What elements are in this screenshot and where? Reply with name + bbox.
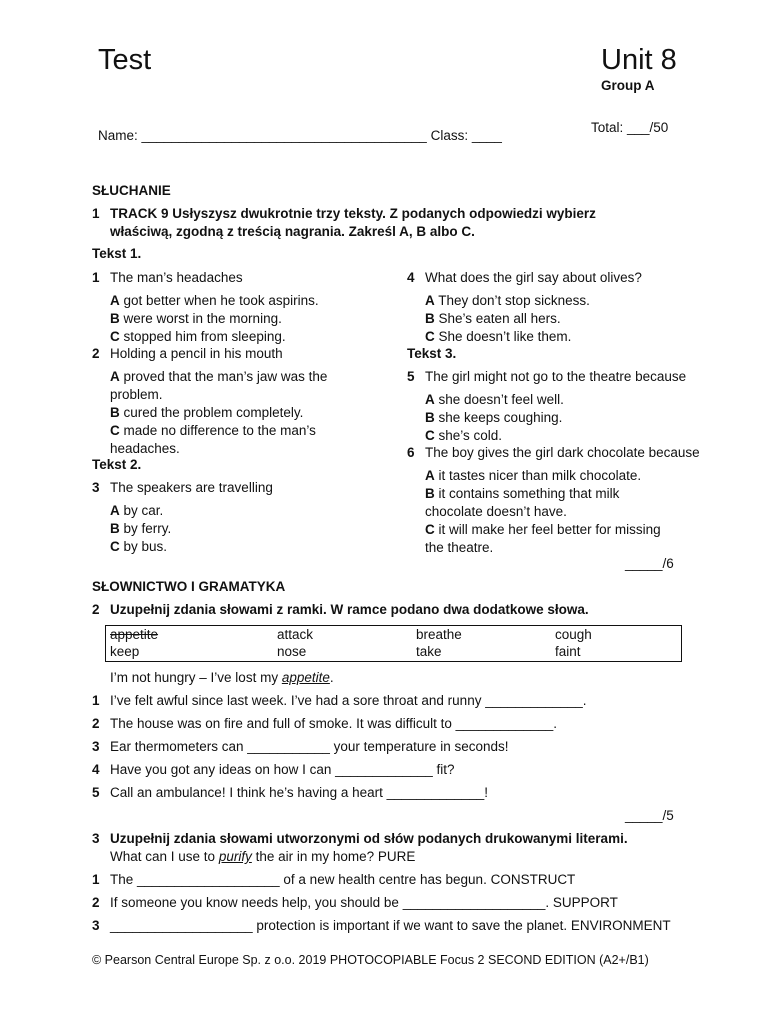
task1-instruction xyxy=(92,206,596,221)
question-3 xyxy=(92,480,273,495)
vocab-item-4: 4 Have you got any ideas on how I can _____________ fit? xyxy=(92,762,455,777)
footer-copyright: © Pearson Central Europe Sp. z o.o. 2019 PHOTOCOPIABLE Focus 2 SECOND EDITION (A2+/B1) xyxy=(92,953,649,967)
text2-label: Tekst 2. xyxy=(92,457,142,472)
word-box-item: keep xyxy=(110,644,140,659)
word-box-item: attack xyxy=(277,627,314,642)
wordform-example: What can I use to purify the air in my home? PURE xyxy=(110,849,416,864)
question-number: 4 xyxy=(407,270,415,285)
question-number: 1 xyxy=(92,270,100,285)
question-text: The girl might not go to the theatre because xyxy=(425,369,687,384)
q6-options: A it tastes nicer than milk chocolate. B it contains something that milk chocolate doesn’t have. C it will make her feel better for missing the theatre. xyxy=(425,468,661,555)
wordform-item-2: 2 If someone you know needs help, you should be ___________________. SUPPORT xyxy=(92,895,618,910)
q3-options: A by car. B by ferry. C by bus. xyxy=(110,503,172,554)
word-box-item: cough xyxy=(555,627,592,642)
group-label: Group A xyxy=(601,78,655,93)
q2-options: A proved that the man’s jaw was the problem. B cured the problem completely. C made no difference to the man’s headaches. xyxy=(110,369,328,456)
word-box-item: nose xyxy=(277,644,307,659)
word-box xyxy=(105,625,682,662)
instruction-text: Uzupełnij zdania słowami utworzonymi od słów podanych drukowanymi literami. xyxy=(110,831,628,846)
question-text: The boy gives the girl dark chocolate because xyxy=(425,445,700,460)
q1-options: A got better when he took aspirins. B were worst in the morning. C stopped him from sleeping. xyxy=(110,293,319,344)
q5-options: A she doesn’t feel well. B she keeps coughing. C she’s cold. xyxy=(425,392,564,443)
vocab-heading: SŁOWNICTWO I GRAMATYKA xyxy=(92,579,286,594)
vocab-item-2: 2 The house was on fire and full of smoke. It was difficult to _____________. xyxy=(92,716,558,731)
instruction-text: Uzupełnij zdania słowami z ramki. W ramce podano dwa dodatkowe słowa. xyxy=(110,602,589,617)
text3-label: Tekst 3. xyxy=(407,346,457,361)
question-number: 2 xyxy=(92,346,100,361)
vocab-example: I’m not hungry – I’ve lost my appetite. xyxy=(110,670,334,685)
name-class-line: Name: ______________________________________ Class: ____ xyxy=(98,128,502,143)
word-box-item: take xyxy=(416,644,442,659)
question-1 xyxy=(92,270,243,285)
word-box-item: breathe xyxy=(416,627,462,642)
vocab-item-1: 1 I’ve felt awful since last week. I’ve had a sore throat and runny _____________. xyxy=(92,693,587,708)
total-score: Total: ___/50 xyxy=(591,120,669,135)
task-number: 3 xyxy=(92,831,100,846)
wordform-item-3: 3 ___________________ protection is important if we want to save the planet. ENVIRONMENT xyxy=(92,918,671,933)
task3-instruction xyxy=(92,831,628,846)
question-number: 3 xyxy=(92,480,100,495)
unit-title: Unit 8 xyxy=(601,44,677,76)
question-text: The man’s headaches xyxy=(110,270,243,285)
text1-label: Tekst 1. xyxy=(92,246,142,261)
question-5 xyxy=(407,369,686,384)
vocab-item-3: 3 Ear thermometers can ___________ your temperature in seconds! xyxy=(92,739,509,754)
question-text: What does the girl say about olives? xyxy=(425,270,642,285)
question-4 xyxy=(407,270,642,285)
question-number: 5 xyxy=(407,369,415,384)
listening-score: _____/6 xyxy=(625,556,674,571)
vocab-item-5: 5 Call an ambulance! I think he’s having a heart _____________! xyxy=(92,785,489,800)
vocab-score: _____/5 xyxy=(625,808,674,823)
wordform-item-1: 1 The ___________________ of a new health centre has begun. CONSTRUCT xyxy=(92,872,576,887)
question-2 xyxy=(92,346,283,361)
task-number: 1 xyxy=(92,206,100,221)
instruction-line-1: TRACK 9 Usłyszysz dwukrotnie trzy teksty. Z podanych odpowiedzi wybierz xyxy=(110,206,596,221)
listening-heading: SŁUCHANIE xyxy=(92,183,171,198)
q4-options: A They don’t stop sickness. B She’s eaten all hers. C She doesn’t like them. xyxy=(425,293,590,344)
question-6 xyxy=(407,445,700,460)
word-box-item: faint xyxy=(555,644,581,659)
question-number: 6 xyxy=(407,445,415,460)
test-title: Test xyxy=(98,44,152,76)
instruction-line-2: właściwą, zgodną z treścią nagrania. Zakreśl A, B albo C. xyxy=(110,224,475,239)
word-box-item: appetite xyxy=(110,627,159,642)
task2-instruction xyxy=(92,602,589,617)
task-number: 2 xyxy=(92,602,100,617)
question-text: The speakers are travelling xyxy=(110,480,273,495)
question-text: Holding a pencil in his mouth xyxy=(110,346,283,361)
